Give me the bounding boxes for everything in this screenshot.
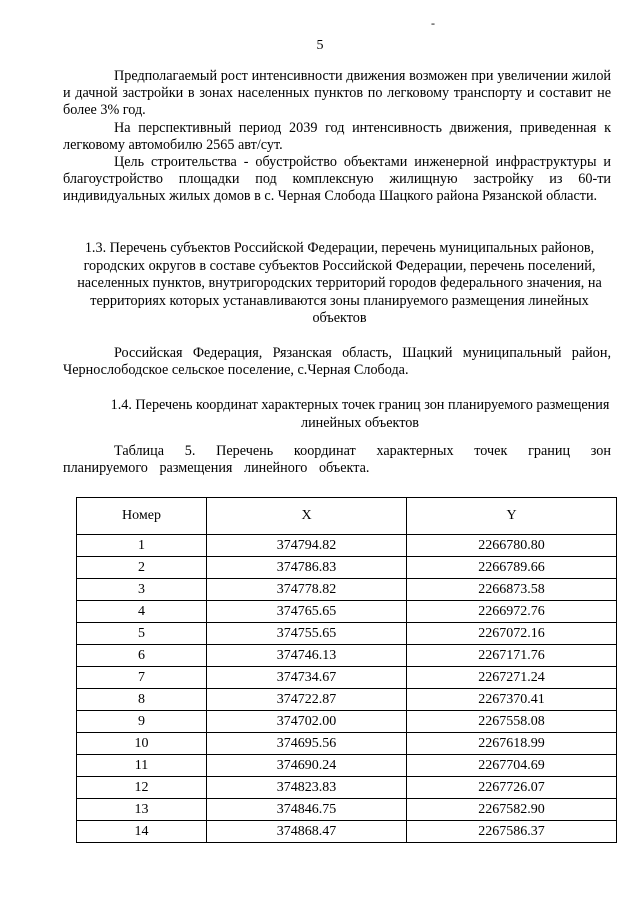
table-row: [77, 557, 617, 579]
table-row: [77, 623, 617, 645]
cell-x: 374746.13: [207, 645, 407, 667]
paragraph-traffic-intensity: На перспективный период 2039 год интенсивность движения, приведенная к легковому автомобилю 2565 авт/сут.: [63, 120, 611, 154]
cell-y: 2267171.76: [407, 645, 617, 667]
table-row: [77, 777, 617, 799]
cell-y: 2266789.66: [407, 557, 617, 579]
section-1-3-text: Российская Федерация, Рязанская область, Шацкий муниципальный район, Чернослободское сельское поселение, с.Черная Слобода.: [63, 345, 611, 379]
table-row: [77, 755, 617, 777]
cell-number: 10: [77, 733, 207, 755]
cell-y: 2267072.16: [407, 623, 617, 645]
paragraph-traffic-growth: Предполагаемый рост интенсивности движения возможен при увеличении жилой и дачной застройки в зонах населенных пунктов по легковому транспорту и составит не более 3% год.: [63, 68, 611, 119]
cell-number: 4: [77, 601, 207, 623]
cell-number: 2: [77, 557, 207, 579]
column-header-x: X: [207, 498, 407, 535]
cell-x: 374778.82: [207, 579, 407, 601]
cell-number: 13: [77, 799, 207, 821]
table-row: [77, 579, 617, 601]
cell-y: 2266873.58: [407, 579, 617, 601]
cell-x: 374690.24: [207, 755, 407, 777]
cell-x: 374868.47: [207, 821, 407, 843]
paragraph-construction-goal: Цель строительства - обустройство объектами инженерной инфраструктуры и благоустройство площадки под комплексную жилищную застройку из 60-ти индивидуальных жилых домов в с. Черная Слобода Шацкого района Рязанской области.: [63, 154, 611, 205]
cell-y: 2267370.41: [407, 689, 617, 711]
cell-x: 374734.67: [207, 667, 407, 689]
cell-y: 2266972.76: [407, 601, 617, 623]
page-number: 5: [316, 38, 324, 53]
cell-y: 2267726.07: [407, 777, 617, 799]
cell-y: 2267271.24: [407, 667, 617, 689]
cell-number: 9: [77, 711, 207, 733]
cell-y: 2267582.90: [407, 799, 617, 821]
header-mark: -: [431, 16, 435, 30]
cell-number: 6: [77, 645, 207, 667]
cell-y: 2267704.69: [407, 755, 617, 777]
cell-x: 374765.65: [207, 601, 407, 623]
table-row: [77, 799, 617, 821]
cell-number: 7: [77, 667, 207, 689]
cell-y: 2266780.80: [407, 535, 617, 557]
table-row: [77, 645, 617, 667]
cell-number: 14: [77, 821, 207, 843]
table-row: [77, 667, 617, 689]
cell-x: 374846.75: [207, 799, 407, 821]
table-row: [77, 711, 617, 733]
table-row: [77, 821, 617, 843]
cell-x: 374794.82: [207, 535, 407, 557]
cell-y: 2267618.99: [407, 733, 617, 755]
cell-x: 374755.65: [207, 623, 407, 645]
cell-x: 374702.00: [207, 711, 407, 733]
coordinates-table: [76, 497, 617, 843]
table-row: [77, 601, 617, 623]
table-row: [77, 689, 617, 711]
column-header-number: Номер: [77, 498, 207, 535]
table-row: [77, 733, 617, 755]
table-header-row: [77, 498, 617, 535]
cell-x: 374722.87: [207, 689, 407, 711]
cell-x: 374823.83: [207, 777, 407, 799]
section-1-4-heading: 1.4. Перечень координат характерных точек границ зон планируемого размещения линейных объектов: [110, 397, 610, 431]
cell-number: 8: [77, 689, 207, 711]
cell-x: 374786.83: [207, 557, 407, 579]
cell-number: 1: [77, 535, 207, 557]
section-1-3-heading: 1.3. Перечень субъектов Российской Федерации, перечень муниципальных районов, городских округов в составе субъектов Российской Федерации, перечень поселений, населенных пунктов, внутригородских территорий городов федерального значения, на территориях которых устанавливаются зоны планируемого размещения линейных объектов: [77, 240, 602, 327]
cell-y: 2267586.37: [407, 821, 617, 843]
cell-number: 12: [77, 777, 207, 799]
cell-number: 3: [77, 579, 207, 601]
table-row: [77, 535, 617, 557]
cell-number: 5: [77, 623, 207, 645]
table-caption: Таблица 5. Перечень координат характерных точек границ зон планируемого размещения линейного объекта.: [63, 443, 611, 477]
cell-x: 374695.56: [207, 733, 407, 755]
cell-y: 2267558.08: [407, 711, 617, 733]
cell-number: 11: [77, 755, 207, 777]
column-header-y: Y: [407, 498, 617, 535]
